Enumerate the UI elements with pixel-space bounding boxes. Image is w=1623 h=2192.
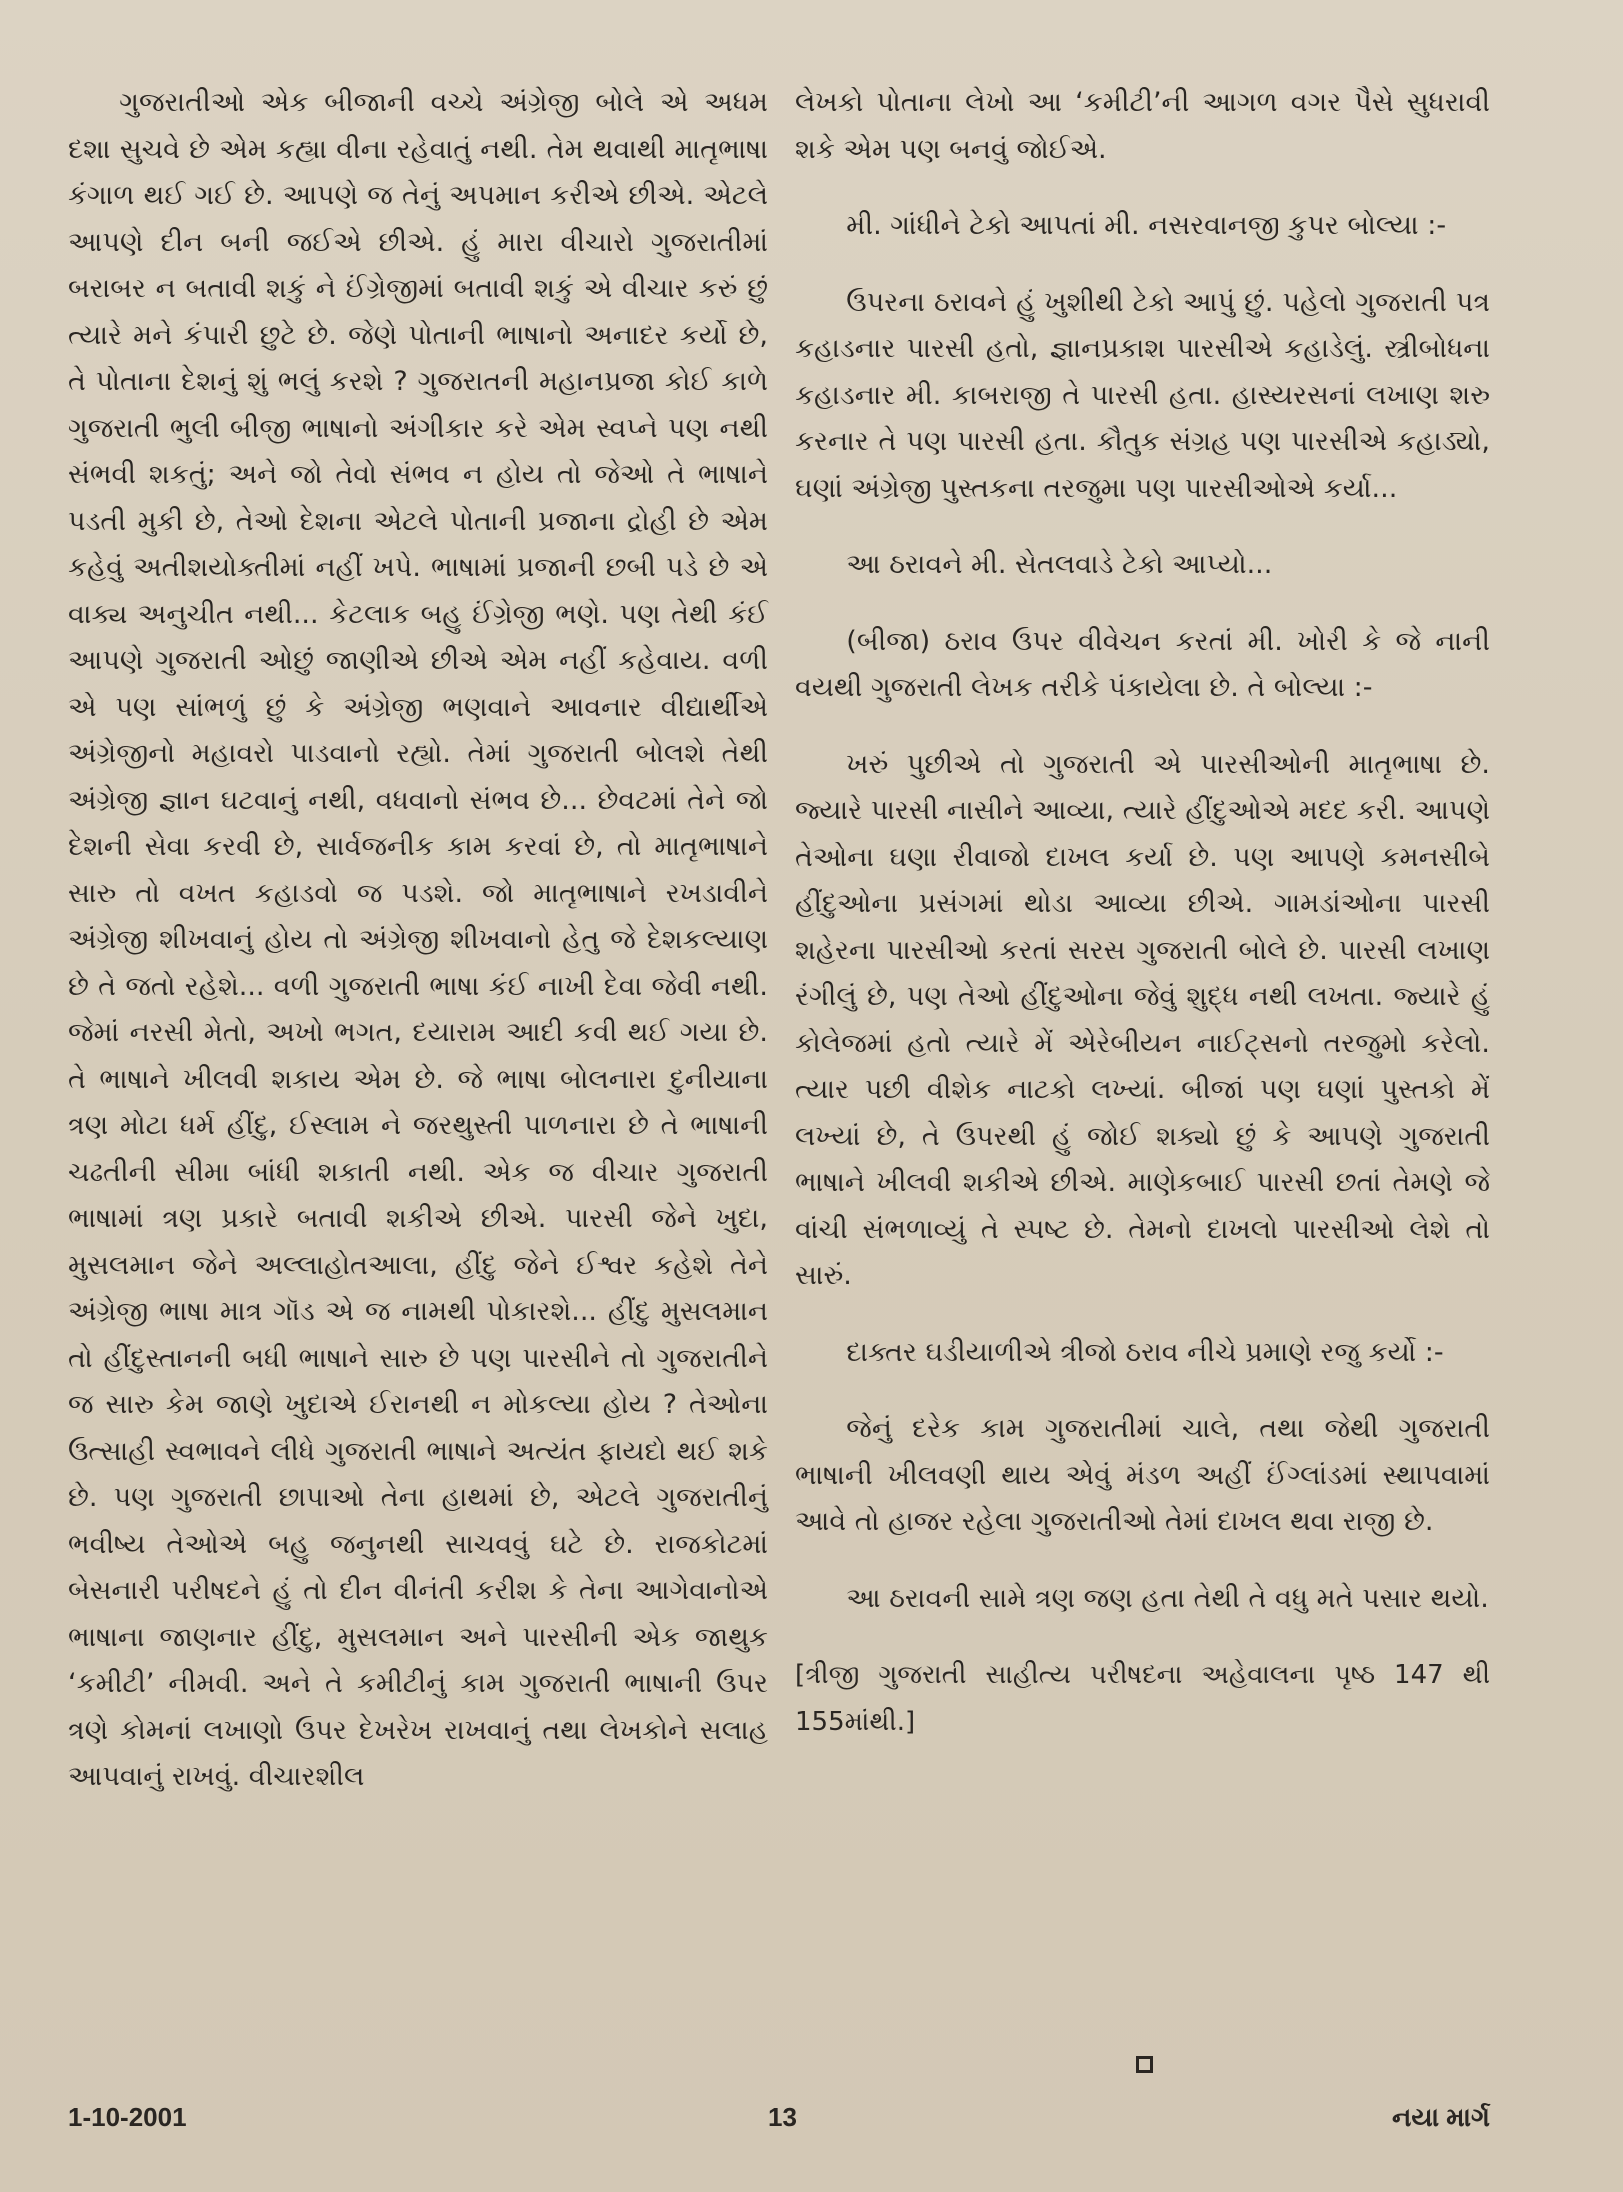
right-column: [795, 80, 1490, 1745]
issue-date: 1-10-2001: [68, 2102, 187, 2132]
page-footer: [68, 2102, 1490, 2138]
left-column: [68, 80, 768, 1801]
paragraph: ઉપરના ઠરાવને હું ખુશીથી ટેકો આપું છું. પહેલો ગુજરાતી પત્ર કહાડનાર પારસી હતો, જ્ઞાનપ્રકાશ પારસીએ કહાડેલું. સ્ત્રીબોધના કહાડનાર મી. કાબરાજી તે પારસી હતા. હાસ્યરસનાં લખાણ શરુ કરનાર તે પણ પારસી હતા. કૌતુક સંગ્રહ પણ પારસીએ કહાડ્યો, ઘણાં અંગ્રેજી પુસ્તકના તરજુમા પણ પારસીઓએ કર્યા...: [795, 286, 1490, 504]
magazine-name: નયા માર્ગ: [1392, 2102, 1490, 2132]
paragraph: આ ઠરાવની સામે ત્રણ જણ હતા તેથી તે વધુ મતે પસાર થયો.: [846, 1582, 1489, 1614]
paragraph: (બીજા) ઠરાવ ઉપર વીવેચન કરતાં મી. ખોરી કે જે નાની વયથી ગુજરાતી લેખક તરીકે પંકાયેલા છે. તે બોલ્યા :-: [795, 625, 1490, 703]
paragraph: ખરું પુછીએ તો ગુજરાતી એ પારસીઓની માતૃભાષા છે. જ્યારે પારસી નાસીને આવ્યા, ત્યારે હીંદુઓએ મદદ કરી. આપણે તેઓના ઘણા રીવાજો દાખલ કર્યા છે. પણ આપણે કમનસીબે હીંદુઓના પ્રસંગમાં થોડા આવ્યા છીએ. ગામડાંઓના પારસી શહેરના પારસીઓ કરતાં સરસ ગુજરાતી બોલે છે. પારસી લખાણ રંગીલું છે, પણ તેઓ હીંદુઓના જેવું શુદ્ધ નથી લખતા. જ્યારે હું કોલેજમાં હતો ત્યારે મેં એરેબીયન નાઈટ્સનો તરજુમો કરેલો. ત્યાર પછી વીશેક નાટકો લખ્યાં. બીજાં પણ ઘણાં પુસ્તકો મેં લખ્યાં છે, તે ઉપરથી હું જોઈ શક્યો છું કે આપણે ગુજરાતી ભાષાને ખીલવી શકીએ છીએ. માણેકબાઈ પારસી છતાં તેમણે જે વાંચી સંભળાવ્યું તે સ્પષ્ટ છે. તેમનો દાખલો પારસીઓ લેશે તો સારું.: [795, 748, 1490, 1291]
paragraph: દાક્તર ઘડીયાળીએ ત્રીજો ઠરાવ નીચે પ્રમાણે રજુ કર્યો :-: [846, 1336, 1444, 1368]
paragraph: મી. ગાંધીને ટેકો આપતાં મી. નસરવાનજી કુપર બોલ્યા :-: [846, 210, 1447, 241]
paragraph: આ ઠરાવને મી. સેતલવાડે ટેકો આપ્યો...: [846, 549, 1273, 580]
paragraph: જેનું દરેક કામ ગુજરાતીમાં ચાલે, તથા જેથી ગુજરાતી ભાષાની ખીલવણી થાય એવું મંડળ અહીં ઈંગ્લાંડમાં સ્થાપવામાં આવે તો હાજર રહેલા ગુજરાતીઓ તેમાં દાખલ થવા રાજી છે.: [795, 1413, 1490, 1537]
source-citation: [ત્રીજી ગુજરાતી સાહીત્ય પરીષદના અહેવાલના પૃષ્ઠ 147 થી 155માંથી.]: [795, 1660, 1490, 1737]
paragraph: ગુજરાતીઓ એક બીજાની વચ્ચે અંગ્રેજી બોલે એ અધમ દશા સુચવે છે એમ કહ્યા વીના રહેવાતું નથી. તેમ થવાથી માતૃભાષા કંગાળ થઈ ગઈ છે. આપણે જ તેનું અપમાન કરીએ છીએ. એટલે આપણે દીન બની જઈએ છીએ. હું મારા વીચારો ગુજરાતીમાં બરાબર ન બતાવી શકું ને ઈંગ્રેજીમાં બતાવી શકું એ વીચાર કરું છું ત્યારે મને કંપારી છુટે છે. જેણે પોતાની ભાષાનો અનાદર કર્યો છે, તે પોતાના દેશનું શું ભલું કરશે ? ગુજરાતની મહાનપ્રજા કોઈ કાળે ગુજરાતી ભુલી બીજી ભાષાનો અંગીકાર કરે એમ સ્વપ્ને પણ નથી સંભવી શકતું; અને જો તેવો સંભવ ન હોય તો જેઓ તે ભાષાને પડતી મુકી છે, તેઓ દેશના એટલે પોતાની પ્રજાના દ્રોહી છે એમ કહેવું અતીશયોક્તીમાં નહીં ખપે. ભાષામાં પ્રજાની છબી પડે છે એ વાક્ય અનુચીત નથી... કેટલાક બહુ ઈંગ્રેજી ભણે. પણ તેથી કંઈ આપણે ગુજરાતી ઓછું જાણીએ છીએ એમ નહીં કહેવાય. વળી એ પણ સાંભળું છું કે અંગ્રેજી ભણવાને આવનાર વીદ્યાર્થીએ અંગ્રેજીનો મહાવરો પાડવાનો રહ્યો. તેમાં ગુજરાતી બોલશે તેથી અંગ્રેજી જ્ઞાન ઘટવાનું નથી, વધવાનો સંભવ છે... છેવટમાં તેને જો દેશની સેવા કરવી છે, સાર્વજનીક કામ કરવાં છે, તો માતૃભાષાને સારુ તો વખત કહાડવો જ પડશે. જો માતૃભાષાને રખડાવીને અંગ્રેજી શીખવાનું હોય તો અંગ્રેજી શીખવાનો હેતુ જે દેશકલ્યાણ છે તે જતો રહેશે... વળી ગુજરાતી ભાષા કંઈ નાખી દેવા જેવી નથી. જેમાં નરસી મેતો, અખો ભગત, દયારામ આદી કવી થઈ ગયા છે. તે ભાષાને ખીલવી શકાય એમ છે. જે ભાષા બોલનારા દુનીયાના ત્રણ મોટા ધર્મ હીંદુ, ઈસ્લામ ને જરથુસ્તી પાળનારા છે તે ભાષાની ચઢતીની સીમા બાંધી શકાતી નથી. એક જ વીચાર ગુજરાતી ભાષામાં ત્રણ પ્રકારે બતાવી શકીએ છીએ. પારસી જેને ખુદા, મુસલમાન જેને અલ્લાહોતઆલા, હીંદુ જેને ઈશ્વર કહેશે તેને અંગ્રેજી ભાષા માત્ર ગૉડ એ જ નામથી પોકારશે... હીંદુ મુસલમાન તો હીંદુસ્તાનની બધી ભાષાને સારુ છે પણ પારસીને તો ગુજરાતીને જ સારુ કેમ જાણે ખુદાએ ઈરાનથી ન મોકલ્યા હોય ? તેઓના ઉત્સાહી સ્વભાવને લીધે ગુજરાતી ભાષાને અત્યંત ફાયદો થઈ શકે છે. પણ ગુજરાતી છાપાઓ તેના હાથમાં છે, એટલે ગુજરાતીનું ભવીષ્ય તેઓએ બહુ જનુનથી સાચવવું ઘટે છે. રાજકોટમાં બેસનારી પરીષદને હું તો દીન વીનંતી કરીશ કે તેના આગેવાનોએ ભાષાના જાણનાર હીંદુ, મુસલમાન અને પારસીની એક જાથુક ‘કમીટી’ નીમવી. અને તે કમીટીનું કામ ગુજરાતી ભાષાની ઉપર ત્રણે કોમનાં લખાણો ઉપર દેખરેખ રાખવાનું તથા લેખકોને સલાહ આપવાનું રાખવું. વીચારશીલ: [68, 87, 768, 1792]
page-number: 13: [768, 2102, 797, 2132]
paragraph: લેખકો પોતાના લેખો આ ‘કમીટી’ની આગળ વગર પૈસે સુધરાવી શકે એમ પણ બનવું જોઈએ.: [795, 87, 1490, 165]
hollow-square-icon: [1136, 2056, 1153, 2073]
